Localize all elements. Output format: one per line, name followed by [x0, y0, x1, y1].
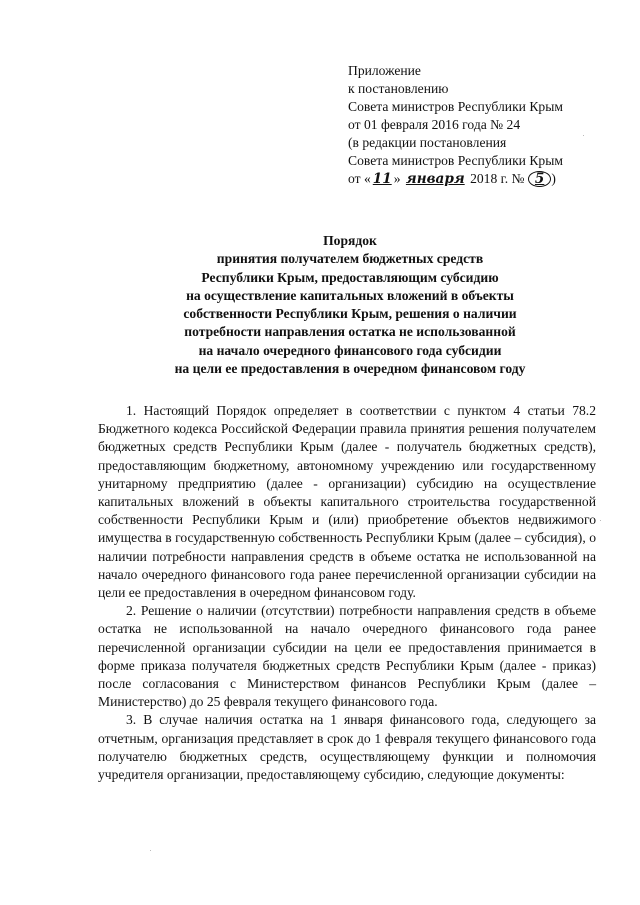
scan-speck — [150, 850, 151, 851]
title-line-4: на осуществление капитальных вложений в объекты — [186, 287, 514, 303]
header-line-council: Совета министров Республики Крым — [348, 99, 563, 114]
handwritten-day: 11 — [372, 171, 392, 187]
amendment-prefix: от « — [348, 171, 371, 186]
document-header — [348, 62, 608, 188]
paragraph-1: 1. Настоящий Порядок определяет в соответствии с пунктом 4 статьи 78.2 Бюджетного кодекса Российской Федерации правила принятия решения получателем бюджетных средств Республики Крым (далее - получатель бюджетных средств), предоставляющим бюджетному, автономному учреждению или государственному унитарному предприятию (далее - организации) субсидию на осуществление капитальных вложений в объекты капитального строительства государственной собственности Республики Крым и (или) приобретение объектов недвижимого имущества в государственную собственность Республики Крым (далее – субсидия), о наличии потребности направления средств в объеме остатка не использованной на начало очередного финансового года ранее перечисленной организации субсидии на цели ее предоставления в очередном финансовом году. — [98, 403, 596, 601]
title-line-6: потребности направления остатка не использованной — [184, 324, 516, 340]
header-line-date: от 01 февраля 2016 года № 24 — [348, 117, 521, 132]
handwritten-month: января — [405, 171, 465, 187]
header-line-council-2: Совета министров Республики Крым — [348, 153, 563, 168]
document-body — [98, 402, 596, 784]
title-line-8: на цели ее предоставления в очередном финансовом году — [174, 361, 526, 377]
title-line-7: на начало очередного финансового года субсидии — [198, 342, 502, 358]
header-line-edition: (в редакции постановления — [348, 135, 507, 150]
title-line-3: Республики Крым, предоставляющим субсидию — [201, 269, 499, 285]
amendment-suffix: ) — [551, 171, 556, 186]
document-title — [90, 232, 610, 378]
title-line-1: Порядок — [323, 233, 377, 248]
amendment-mid: » — [393, 171, 404, 186]
paragraph-3: 3. В случае наличия остатка на 1 января финансового года, следующего за отчетным, организация представляет в срок до 1 февраля текущего финансового года получателю бюджетных средств, осуществляющему функции и полномочия учредителя организации, предоставляющему субсидию, следующие документы: — [98, 712, 596, 783]
handwritten-number: 5 — [528, 171, 551, 187]
header-line-appendix: Приложение — [348, 63, 421, 78]
amendment-year: 2018 г. № — [466, 171, 528, 186]
paragraph-2: 2. Решение о наличии (отсутствии) потребности направления средств в объеме остатка не использованной на начало очередного финансового года ранее перечисленной организации субсидии на цели ее предоставления принимается в форме приказа получателя бюджетных средств Республики Крым (далее - приказ) после согласования с Министерством финансов Республики Крым (далее – Министерство) до 25 февраля текущего финансового года. — [98, 603, 596, 710]
scan-speck — [600, 520, 601, 521]
header-line-amendment-date — [348, 170, 608, 188]
header-line-to-resolution: к постановлению — [348, 81, 449, 96]
title-line-2: принятия получателем бюджетных средств — [216, 251, 484, 267]
scan-speck — [583, 135, 584, 136]
title-line-5: собственности Республики Крым, решения о наличии — [183, 306, 517, 322]
